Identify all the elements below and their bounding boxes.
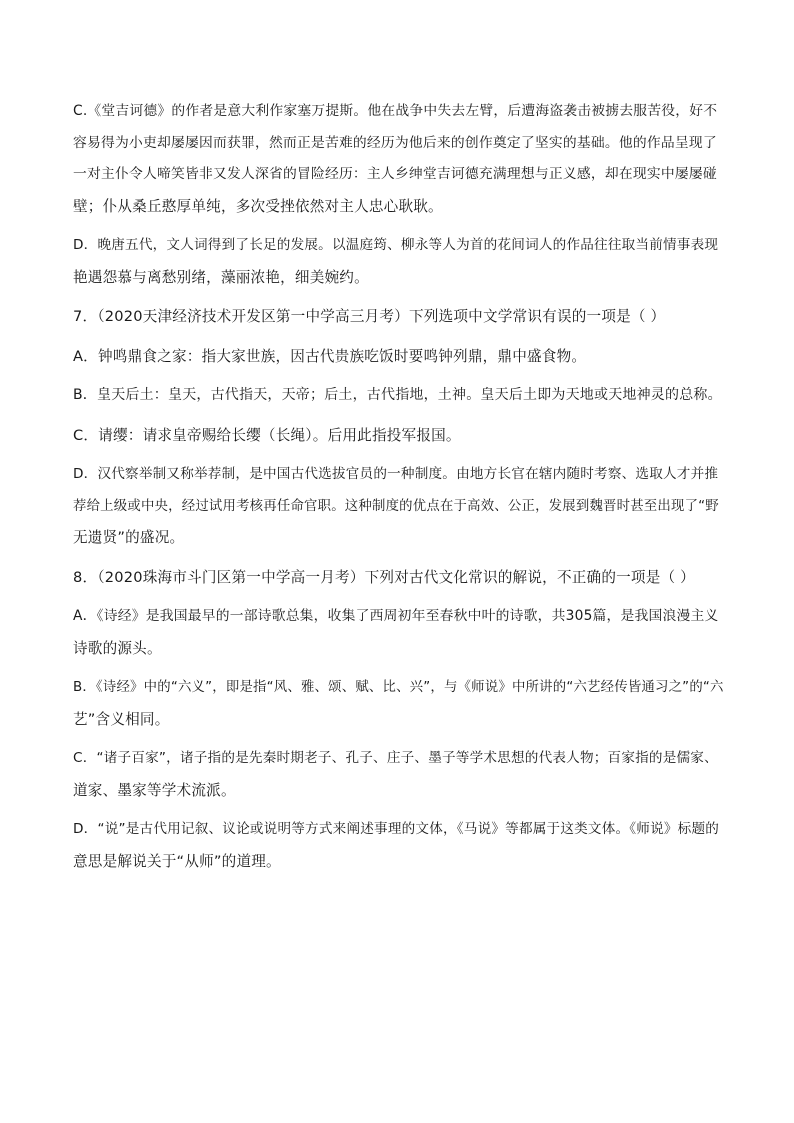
text-line: 无遗贤”的盛况。 xyxy=(73,529,185,546)
text-line: 艳遇怨慕与离愁别绪，藻丽浓艳，细美婉约。 xyxy=(73,268,369,286)
q8-option-a xyxy=(73,601,725,664)
text-line: 诗歌的源头。 xyxy=(73,639,162,657)
q8-option-c xyxy=(73,743,725,806)
document-page xyxy=(73,96,725,877)
text-line: C.《堂吉诃德》的作者是意大利作家塞万提斯。他在战争中失去左臂，后遭海盗袭击被掳去服苦役，好不 xyxy=(73,103,718,119)
text-line: D．“说”是古代用记叙、议论或说明等方式来阐述事理的文体，《马说》等都属于这类文体。《师说》标题的 xyxy=(73,821,720,837)
text-line: D．汉代察举制又称举荐制，是中国古代选拔官员的一种制度。由地方长官在辖内随时考察、选取人才并推 xyxy=(73,466,719,482)
text-line: C．请缨：请求皇帝赐给长缨（长绳）。后用此指投军报国。 xyxy=(73,426,461,444)
text-line: 艺”含义相同。 xyxy=(73,710,170,728)
text-line: 7．（2020天津经济技术开发区第一中学高三月考）下列选项中文学常识有误的一项是（ ） xyxy=(73,308,666,325)
q7-option-a xyxy=(73,341,725,373)
text-line: B．《诗经》中的“六义”，即是指“风、雅、颂、赋、比、兴”，与《师说》中所讲的“六艺经传皆通习之”的“六 xyxy=(73,680,724,695)
q7-option-c xyxy=(73,420,725,452)
q7-option-b xyxy=(73,380,725,412)
text-line: 荐给上级或中央，经过试用考核再任命官职。这种制度的优点在于高效、公正，发展到魏晋时甚至出现了“野 xyxy=(73,498,719,514)
question-8-stem xyxy=(73,562,725,594)
text-line: C．“诸子百家”，诸子指的是先秦时期老子、孔子、庄子、墨子等学术思想的代表人物；百家指的是儒家、 xyxy=(73,750,718,766)
text-line: A．钟鸣鼎食之家：指大家世族，因古代贵族吃饭时要鸣钟列鼎，鼎中盛食物。 xyxy=(73,347,587,365)
text-line: 壁；仆从桑丘憨厚单纯，多次受挫依然对主人忠心耿耿。 xyxy=(73,197,443,215)
q8-option-d xyxy=(73,814,725,877)
q6-option-d xyxy=(73,230,725,293)
text-line: A．《诗经》是我国最早的一部诗歌总集，收集了西周初年至春秋中叶的诗歌，共305篇，是我国浪漫主义 xyxy=(73,608,719,624)
text-line: 意思是解说关于“从师”的道理。 xyxy=(73,852,281,870)
text-line: D．晚唐五代，文人词得到了长足的发展。以温庭筠、柳永等人为首的花间词人的作品往往取当前情事表现 xyxy=(73,237,719,253)
text-line: 容易得为小吏却屡屡因而获罪，然而正是苦难的经历为他后来的创作奠定了坚实的基础。他的作品呈现了 xyxy=(73,134,717,151)
q8-option-b xyxy=(73,672,725,735)
text-line: 8．（2020珠海市斗门区第一中学高一月考）下列对古代文化常识的解说，不正确的一项是（ ） xyxy=(73,568,695,586)
text-line: 一对主仆令人啼笑皆非又发人深省的冒险经历：主人乡绅堂吉诃德充满理想与正义感，却在现实中屡屡碰 xyxy=(73,166,717,182)
question-7-stem xyxy=(73,301,725,333)
text-line: B．皇天后土：皇天，古代指天，天帝；后土，古代指地，土神。皇天后土即为天地或天地神灵的总称。 xyxy=(73,387,722,403)
text-line: 道家、墨家等学术流派。 xyxy=(73,781,236,799)
q7-option-d xyxy=(73,459,725,554)
q6-option-c xyxy=(73,96,725,222)
